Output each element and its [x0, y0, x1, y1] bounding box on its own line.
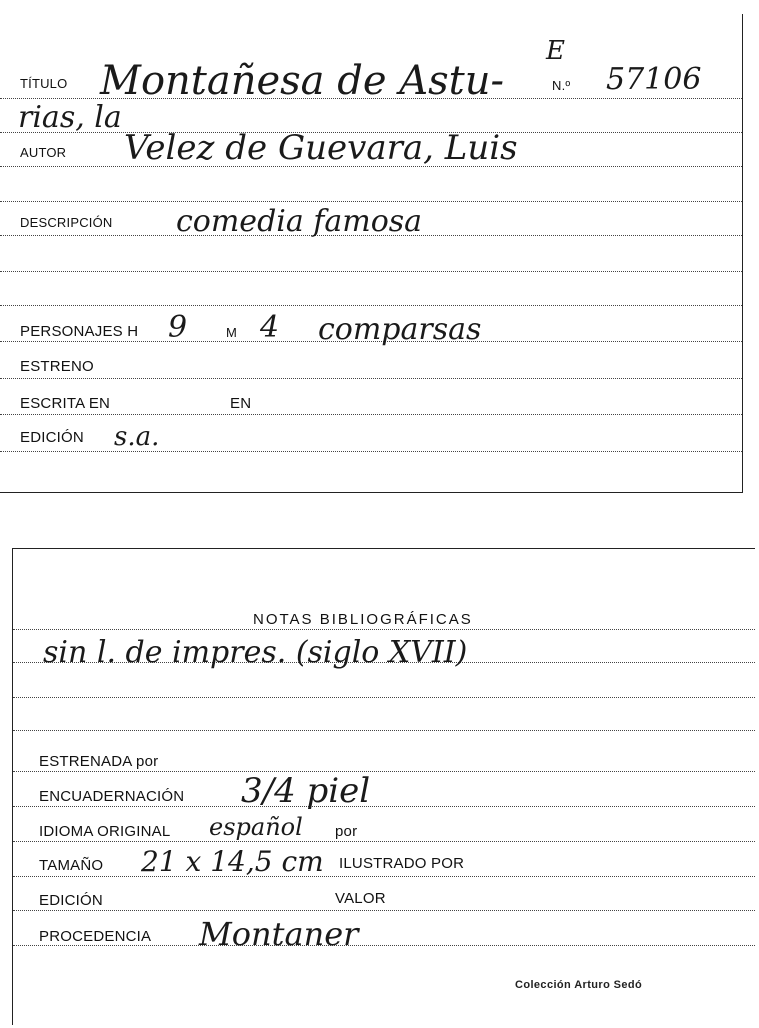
notas-value: sin l. de impres. (siglo XVII)	[43, 635, 468, 670]
personajes-m-value: 4	[260, 310, 280, 345]
idioma-por-label: por	[335, 823, 358, 840]
idioma-value: español	[209, 813, 303, 841]
catalog-card-back	[12, 548, 755, 1025]
card-rule	[0, 305, 742, 306]
notas-title: NOTAS BIBLIOGRÁFICAS	[253, 611, 473, 628]
autor-value: Velez de Guevara, Luis	[124, 128, 518, 168]
titulo-label: TÍTULO	[20, 76, 68, 91]
titulo-value-line2: rias, la	[18, 100, 122, 135]
encuadernacion-label: ENCUADERNACIÓN	[39, 788, 185, 805]
card-rule	[0, 414, 742, 415]
autor-label: AUTOR	[20, 145, 67, 160]
escrita-en-label: ESCRITA EN	[20, 395, 111, 412]
card-rule	[13, 771, 755, 772]
numero-label: N.º	[552, 78, 571, 93]
en-label: EN	[230, 395, 252, 412]
ilustrado-label: ILUSTRADO POR	[339, 855, 465, 872]
tamano-label: TAMAÑO	[39, 857, 104, 874]
tamano-value: 21 x 14,5 cm	[141, 845, 324, 878]
comparsas-value: comparsas	[318, 312, 482, 347]
card-rule	[13, 730, 755, 731]
card-rule	[13, 841, 755, 842]
estreno-label: ESTRENO	[20, 358, 94, 375]
encuadernacion-value: 3/4 piel	[241, 771, 371, 811]
edicion-label: EDICIÓN	[20, 429, 84, 446]
valor-label: VALOR	[335, 890, 386, 907]
card-rule	[13, 697, 755, 698]
edicion-value: s.a.	[114, 422, 160, 452]
card-rule	[13, 876, 755, 877]
descripcion-value: comedia famosa	[176, 204, 423, 239]
personajes-h-value: 9	[168, 310, 188, 345]
card-rule	[0, 378, 742, 379]
catalog-card-front	[0, 14, 743, 493]
card-rule	[13, 629, 755, 630]
personajes-m-label: M	[226, 325, 238, 340]
card-rule	[0, 201, 742, 202]
idioma-label: IDIOMA ORIGINAL	[39, 823, 171, 840]
estrenada-label: ESTRENADA por	[39, 753, 159, 770]
card-rule	[13, 910, 755, 911]
numero-value: 57106	[606, 62, 702, 97]
edicion-label: EDICIÓN	[39, 892, 103, 909]
card-rule	[0, 451, 742, 452]
titulo-value-line1: Montañesa de Astu-	[100, 58, 505, 104]
numero-mark: E	[546, 36, 565, 66]
descripcion-label: DESCRIPCIÓN	[20, 215, 113, 230]
card-rule	[13, 806, 755, 807]
procedencia-value: Montaner	[199, 915, 359, 953]
card-rule	[13, 945, 755, 946]
procedencia-label: PROCEDENCIA	[39, 928, 152, 945]
collection-footer: Colección Arturo Sedó	[515, 979, 643, 991]
personajes-label: PERSONAJES H	[20, 323, 139, 340]
card-rule	[0, 271, 742, 272]
